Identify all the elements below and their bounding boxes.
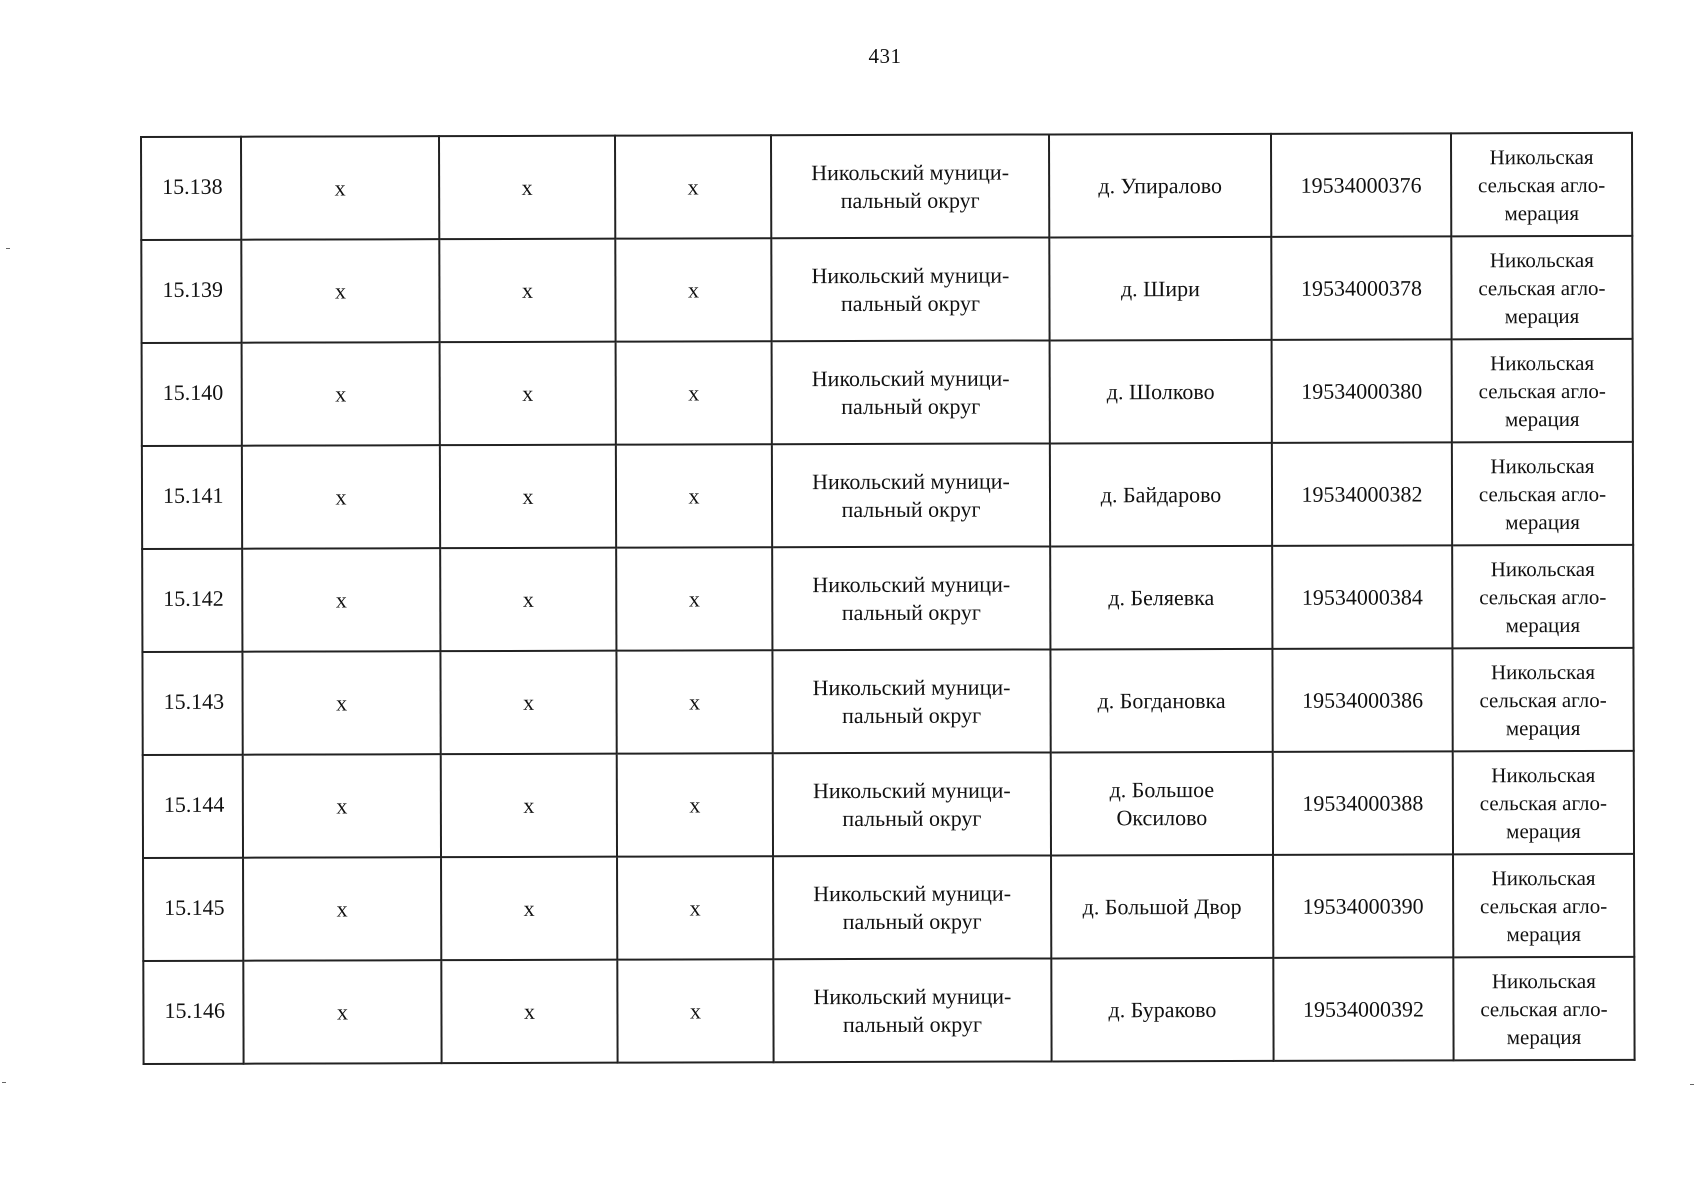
x-mark-cell bbox=[440, 445, 616, 548]
agglomeration-cell-text: мерация bbox=[1505, 509, 1580, 534]
settlement-name-cell bbox=[1050, 443, 1272, 547]
municipal-district-cell-text: пальный округ bbox=[842, 805, 982, 831]
x-mark-cell bbox=[440, 342, 616, 445]
x-mark-cell-text: х bbox=[336, 689, 348, 715]
oktmo-code-cell bbox=[1272, 339, 1452, 443]
row-number-cell bbox=[142, 446, 242, 549]
table-row bbox=[142, 339, 1633, 446]
settlement-name-cell-text: д. Шолково bbox=[1106, 378, 1215, 404]
oktmo-code-cell-text: 19534000378 bbox=[1300, 274, 1422, 301]
agglomeration-cell bbox=[1453, 854, 1634, 958]
agglomeration-cell-text: мерация bbox=[1505, 715, 1581, 740]
row-number-cell bbox=[142, 549, 242, 652]
oktmo-code-cell-text: 19534000386 bbox=[1302, 686, 1424, 713]
x-mark-cell bbox=[440, 548, 616, 651]
x-mark-cell bbox=[243, 754, 441, 858]
row-number-cell bbox=[143, 961, 243, 1064]
scan-edge-mark bbox=[1690, 1084, 1694, 1085]
municipal-district-cell-text: Никольский муници- bbox=[812, 777, 1011, 803]
x-mark-cell bbox=[617, 959, 773, 1062]
oktmo-code-cell-text: 19534000390 bbox=[1302, 892, 1424, 919]
scan-edge-mark bbox=[2, 1082, 6, 1083]
x-mark-cell bbox=[242, 342, 440, 446]
x-mark-cell bbox=[441, 754, 617, 857]
agglomeration-cell-text: сельская агло- bbox=[1478, 481, 1607, 506]
oktmo-code-cell-text: 19534000382 bbox=[1301, 480, 1423, 507]
agglomeration-cell-text: сельская агло- bbox=[1479, 687, 1607, 712]
municipal-district-cell-text: Никольский муници- bbox=[813, 880, 1012, 906]
settlement-name-cell bbox=[1050, 546, 1272, 650]
settlement-name-cell-text: д. Большое bbox=[1109, 776, 1215, 802]
table-body bbox=[141, 133, 1635, 1064]
x-mark-cell-text: х bbox=[688, 585, 700, 611]
agglomeration-cell-text: сельская агло- bbox=[1479, 790, 1608, 815]
row-number-cell-text: 15.145 bbox=[164, 894, 225, 920]
agglomeration-cell-text: мерация bbox=[1504, 200, 1580, 225]
settlement-name-cell-text: д. Байдарово bbox=[1100, 481, 1222, 507]
settlement-name-cell bbox=[1051, 752, 1273, 856]
agglomeration-cell bbox=[1452, 545, 1633, 649]
x-mark-cell-text: х bbox=[523, 792, 535, 818]
settlement-name-cell bbox=[1050, 340, 1272, 444]
agglomeration-cell-text: сельская агло- bbox=[1477, 172, 1606, 197]
x-mark-cell bbox=[241, 239, 439, 343]
table-row bbox=[143, 854, 1634, 961]
settlement-name-cell bbox=[1051, 958, 1273, 1062]
x-mark-cell-text: х bbox=[523, 998, 535, 1024]
municipal-district-cell bbox=[772, 649, 1050, 753]
agglomeration-cell-text: мерация bbox=[1506, 921, 1582, 946]
settlement-name-cell bbox=[1049, 237, 1271, 341]
row-number-cell-text: 15.143 bbox=[163, 688, 225, 714]
municipal-district-cell-text: пальный округ bbox=[842, 702, 982, 728]
x-mark-cell bbox=[615, 135, 771, 238]
municipal-district-cell-text: пальный округ bbox=[841, 496, 981, 522]
municipal-district-cell bbox=[773, 752, 1051, 856]
municipal-district-cell-text: пальный округ bbox=[842, 1011, 983, 1037]
row-number-cell-text: 15.141 bbox=[162, 482, 224, 508]
x-mark-cell-text: х bbox=[522, 586, 534, 612]
agglomeration-cell-text: мерация bbox=[1506, 1024, 1582, 1049]
oktmo-code-cell-text: 19534000384 bbox=[1301, 583, 1423, 610]
oktmo-code-cell-text: 19534000388 bbox=[1302, 789, 1424, 816]
agglomeration-cell bbox=[1452, 648, 1633, 752]
x-mark-cell bbox=[615, 238, 771, 341]
page-number: 431 bbox=[868, 44, 902, 68]
x-mark-cell bbox=[616, 650, 772, 753]
x-mark-cell-text: х bbox=[689, 688, 701, 714]
x-mark-cell bbox=[243, 857, 441, 961]
agglomeration-cell-text: Никольская bbox=[1490, 350, 1595, 375]
x-mark-cell bbox=[242, 548, 440, 652]
row-number-cell bbox=[143, 858, 243, 961]
agglomeration-cell-text: Никольская bbox=[1490, 659, 1596, 684]
x-mark-cell bbox=[441, 857, 617, 960]
table-row bbox=[142, 545, 1633, 652]
x-mark-cell-text: х bbox=[689, 894, 701, 920]
table-row bbox=[142, 442, 1633, 549]
municipal-district-cell bbox=[771, 134, 1049, 238]
row-number-cell-text: 15.146 bbox=[164, 997, 225, 1023]
x-mark-cell bbox=[616, 341, 772, 444]
settlement-name-cell bbox=[1050, 649, 1272, 753]
x-mark-cell bbox=[616, 547, 772, 650]
row-number-cell-text: 15.139 bbox=[162, 276, 223, 302]
x-mark-cell bbox=[617, 856, 773, 959]
municipal-district-cell-text: Никольский муници- bbox=[813, 983, 1012, 1009]
agglomeration-cell-text: Никольская bbox=[1489, 144, 1594, 169]
table-row bbox=[143, 751, 1634, 858]
agglomeration-cell bbox=[1451, 133, 1632, 237]
agglomeration-cell-text: сельская агло- bbox=[1478, 275, 1606, 300]
x-mark-cell-text: х bbox=[689, 791, 701, 817]
row-number-cell-text: 15.144 bbox=[163, 791, 225, 817]
oktmo-code-cell bbox=[1272, 545, 1452, 649]
municipal-district-cell-text: Никольский муници- bbox=[812, 468, 1010, 494]
agglomeration-cell bbox=[1452, 339, 1633, 443]
oktmo-code-cell-text: 19534000392 bbox=[1302, 995, 1424, 1022]
settlement-name-cell-text: д. Упиралово bbox=[1098, 172, 1222, 198]
x-mark-cell-text: х bbox=[521, 174, 533, 200]
settlement-name-cell bbox=[1051, 855, 1273, 959]
agglomeration-cell-text: Никольская bbox=[1490, 453, 1595, 478]
agglomeration-cell-text: мерация bbox=[1504, 406, 1580, 431]
municipal-district-cell-text: Никольский муници- bbox=[812, 674, 1011, 700]
settlement-name-cell-text: д. Бураково bbox=[1108, 996, 1217, 1022]
oktmo-code-cell bbox=[1273, 751, 1453, 855]
municipal-district-cell-text: пальный округ bbox=[840, 187, 980, 213]
municipal-district-cell-text: пальный округ bbox=[840, 290, 981, 316]
municipal-district-cell bbox=[773, 855, 1051, 959]
agglomeration-cell-text: мерация bbox=[1505, 612, 1581, 637]
agglomeration-cell-text: Никольская bbox=[1491, 865, 1596, 890]
x-mark-cell-text: х bbox=[336, 998, 348, 1024]
agglomeration-cell-text: Никольская bbox=[1490, 556, 1595, 581]
oktmo-code-cell bbox=[1271, 133, 1451, 237]
x-mark-cell-text: х bbox=[335, 380, 347, 406]
settlement-name-cell-text: Оксилово bbox=[1116, 804, 1208, 830]
agglomeration-cell bbox=[1453, 957, 1634, 1061]
agglomeration-cell bbox=[1451, 236, 1632, 340]
x-mark-cell-text: х bbox=[522, 483, 534, 509]
x-mark-cell-text: х bbox=[335, 483, 347, 509]
municipal-district-cell bbox=[772, 340, 1050, 444]
settlement-name-cell-text: д. Шири bbox=[1120, 275, 1200, 301]
municipal-district-cell-text: пальный округ bbox=[842, 908, 982, 934]
table-row bbox=[143, 957, 1634, 1064]
x-mark-cell bbox=[441, 960, 617, 1063]
x-mark-cell-text: х bbox=[687, 173, 699, 199]
x-mark-cell-text: х bbox=[523, 895, 535, 921]
municipal-district-cell bbox=[771, 237, 1049, 341]
agglomeration-cell-text: сельская агло- bbox=[1480, 996, 1608, 1021]
municipal-district-cell bbox=[772, 546, 1050, 650]
x-mark-cell-text: х bbox=[521, 277, 533, 303]
row-number-cell bbox=[142, 343, 242, 446]
agglomeration-cell-text: мерация bbox=[1506, 818, 1581, 843]
x-mark-cell bbox=[439, 136, 615, 239]
municipal-district-cell bbox=[773, 958, 1051, 1062]
agglomeration-cell-text: сельская агло- bbox=[1479, 893, 1608, 918]
row-number-cell bbox=[143, 755, 243, 858]
oktmo-code-cell bbox=[1272, 442, 1452, 546]
x-mark-cell-text: х bbox=[522, 380, 534, 406]
row-number-cell-text: 15.138 bbox=[162, 173, 223, 199]
municipal-district-cell-text: Никольский муници- bbox=[811, 262, 1010, 288]
oktmo-code-cell bbox=[1271, 236, 1451, 340]
municipal-district-cell bbox=[772, 443, 1050, 547]
row-number-cell-text: 15.140 bbox=[162, 379, 224, 405]
settlement-name-cell bbox=[1049, 134, 1271, 238]
agglomeration-cell-text: Никольская bbox=[1491, 762, 1596, 787]
agglomeration-cell-text: Никольская bbox=[1489, 247, 1594, 272]
row-number-cell bbox=[141, 137, 241, 240]
row-number-cell bbox=[141, 240, 241, 343]
x-mark-cell-text: х bbox=[689, 997, 701, 1023]
oktmo-code-cell-text: 19534000380 bbox=[1301, 377, 1423, 404]
x-mark-cell-text: х bbox=[688, 379, 700, 405]
agglomeration-cell-text: мерация bbox=[1504, 303, 1580, 328]
agglomeration-cell-text: сельская агло- bbox=[1479, 584, 1607, 609]
municipal-district-cell-text: пальный округ bbox=[841, 599, 981, 625]
municipal-district-cell-text: Никольский муници- bbox=[811, 159, 1010, 185]
settlement-name-cell-text: д. Беляевка bbox=[1108, 584, 1215, 610]
agglomeration-cell-text: Никольская bbox=[1491, 968, 1596, 993]
table-row bbox=[141, 133, 1632, 240]
x-mark-cell-text: х bbox=[523, 689, 535, 715]
x-mark-cell-text: х bbox=[687, 276, 699, 302]
table-row bbox=[142, 648, 1633, 755]
x-mark-cell bbox=[439, 239, 615, 342]
settlement-name-cell-text: д. Большой Двор bbox=[1082, 893, 1242, 919]
x-mark-cell bbox=[617, 753, 773, 856]
municipal-district-cell-text: пальный округ bbox=[841, 393, 981, 419]
x-mark-cell bbox=[440, 651, 616, 754]
agglomeration-cell-text: сельская агло- bbox=[1478, 378, 1606, 403]
x-mark-cell-text: х bbox=[334, 174, 346, 200]
agglomeration-cell bbox=[1453, 751, 1634, 855]
municipal-district-cell-text: Никольский муници- bbox=[811, 365, 1010, 391]
x-mark-cell-text: х bbox=[688, 482, 700, 508]
row-number-cell-text: 15.142 bbox=[163, 585, 224, 611]
municipal-district-cell-text: Никольский муници- bbox=[812, 571, 1011, 597]
oktmo-code-cell bbox=[1273, 957, 1453, 1061]
x-mark-cell bbox=[616, 444, 772, 547]
row-number-cell bbox=[142, 652, 242, 755]
oktmo-code-cell bbox=[1273, 854, 1453, 958]
x-mark-cell bbox=[243, 960, 441, 1064]
oktmo-code-cell-text: 19534000376 bbox=[1300, 171, 1422, 198]
x-mark-cell bbox=[242, 651, 440, 755]
x-mark-cell-text: х bbox=[334, 277, 346, 303]
settlements-table bbox=[140, 132, 1636, 1065]
table-row bbox=[141, 236, 1632, 343]
oktmo-code-cell bbox=[1272, 648, 1452, 752]
agglomeration-cell bbox=[1452, 442, 1633, 546]
x-mark-cell-text: х bbox=[336, 895, 348, 921]
x-mark-cell-text: х bbox=[336, 792, 348, 818]
x-mark-cell bbox=[241, 136, 439, 240]
scan-edge-mark bbox=[6, 248, 10, 249]
settlement-name-cell-text: д. Богдановка bbox=[1097, 687, 1226, 713]
x-mark-cell-text: х bbox=[335, 586, 347, 612]
x-mark-cell bbox=[242, 445, 440, 549]
